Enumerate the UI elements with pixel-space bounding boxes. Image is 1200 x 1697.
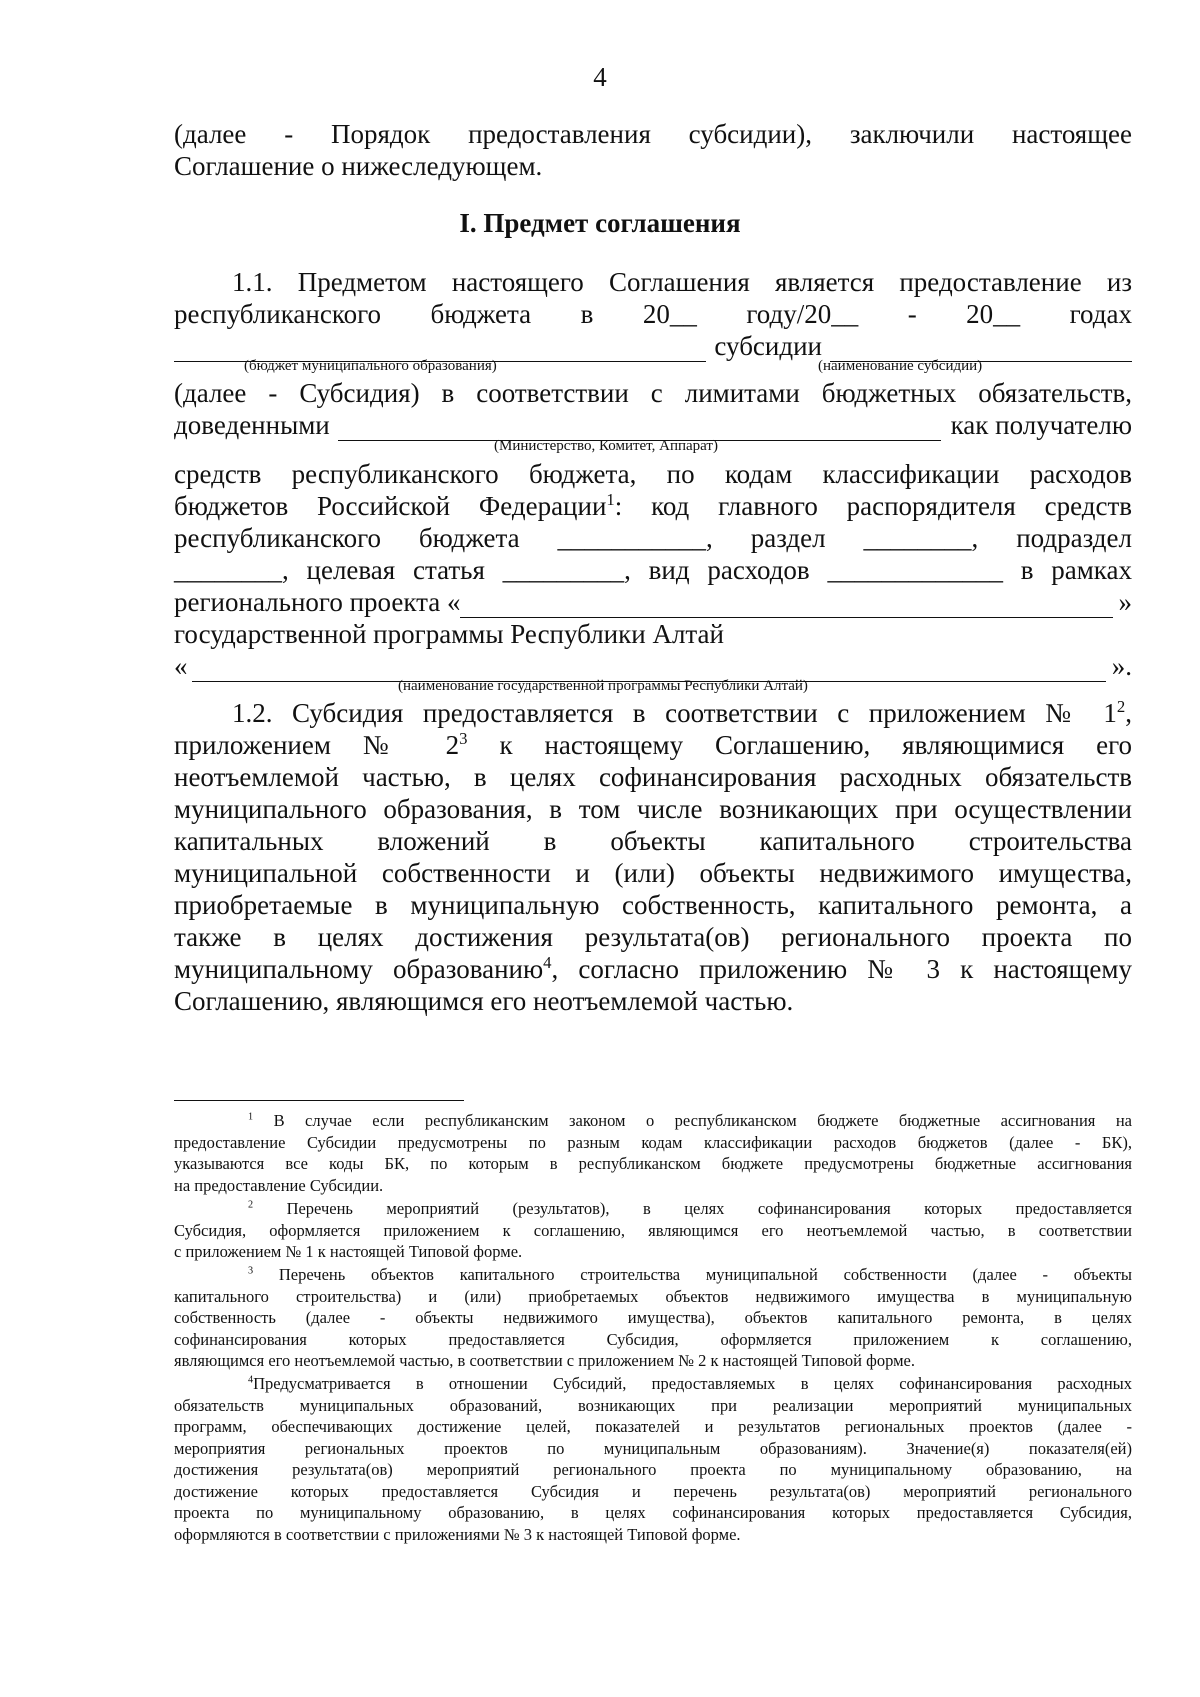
p12-line-10: Соглашению, являющимся его неотъемлемой частью. <box>174 986 794 1016</box>
p12-line-2-b: к настоящему Соглашению, являющимися его <box>467 730 1132 760</box>
footnote-3-line-5: являющимся его неотъемлемой частью, в соответствии с приложением № 2 к настоящей Типовой форме. <box>174 1351 915 1370</box>
footnote-4-line-5: достижения результата(ов) мероприятий регионального проекта по муниципальному образованию, на <box>174 1460 1132 1479</box>
p11-line-7 <box>174 490 1132 522</box>
footnote-ref-3: 3 <box>459 729 468 748</box>
footnote-ref-2: 2 <box>1116 697 1126 716</box>
brought-word: доведенными <box>174 410 330 440</box>
footnote-4-line-7: проекта по муниципальному образованию, в целях софинансирования которых предоставляется Субсидия, <box>174 1503 1132 1522</box>
footnote-ref-1: 1 <box>606 490 615 509</box>
footnote-ref-4: 4 <box>543 953 552 972</box>
footnote-4-line-1: $^4$Предусматривается в отношении Субсидий, предоставляемых в целях софинансирования расходных <box>248 1374 1132 1393</box>
footnote-1-line-2: предоставление Субсидии предусмотрены по разным кодам классификации расходов бюджетов (далее - БК), <box>174 1132 1132 1152</box>
p12-line-8: также в целях достижения результата(ов) регионального проекта по <box>174 922 1132 952</box>
footnote-2-line-3: с приложением № 1 к настоящей Типовой форме. <box>174 1242 523 1261</box>
footnote-4-line-3: программ, обеспечивающих достижение целей, показателей и результатов региональных проектов (далее - <box>174 1417 1132 1436</box>
footnote-4-line-4: мероприятия региональных проектов по муниципальным образованиям). Значение(я) показателя(ей) <box>174 1438 1132 1458</box>
p11-line-1: 1.1. Предметом настоящего Соглашения является предоставление из <box>232 267 1132 297</box>
quote-open: « <box>174 651 188 681</box>
p11-line-2: республиканского бюджета в 20__ году/20__ - 20__ годах <box>174 299 1132 329</box>
p11-line-6: средств республиканского бюджета, по кодам классификации расходов <box>174 459 1132 489</box>
p11-line-7-b: : код главного распорядителя средств <box>614 491 1132 521</box>
footnote-separator <box>174 1100 464 1101</box>
p12-line-2-a: приложением № 2 <box>174 730 460 760</box>
p12-line-9 <box>174 953 1132 985</box>
p12-line-2 <box>174 729 1132 761</box>
footnote-2-line-2: Субсидия, оформляется приложением к соглашению, являющимся его неотъемлемой частью, в соответствии <box>174 1220 1132 1240</box>
page-number: 4 <box>593 62 607 92</box>
p11-line-8: республиканского бюджета ___________, раздел ________, подраздел <box>174 523 1132 553</box>
footnote-mark-1: 1 <box>248 1111 254 1123</box>
footnote-1-line-3: указываются все коды БК, по которым в республиканском бюджете предусмотрены бюджетные ассигнования <box>174 1154 1132 1173</box>
caption-program: (наименование государственной программы Республики Алтай) <box>398 678 808 694</box>
quote-close: » <box>1118 587 1132 617</box>
caption-subsidy-name: (наименование субсидии) <box>818 358 983 374</box>
regional-project-blank <box>460 597 1112 618</box>
p11-line-11: государственной программы Республики Алтай <box>174 619 724 649</box>
footnote-1-line-4: на предоставление Субсидии. <box>174 1175 384 1195</box>
section-title: I. Предмет соглашения <box>459 208 741 238</box>
footnote-mark-3: 3 <box>248 1265 254 1277</box>
footnote-1-line-1: $^1$ В случае если республиканским законом о республиканском бюджете бюджетные ассигнования на <box>248 1111 1133 1130</box>
caption-budget: (бюджет муниципального образования) <box>244 358 497 374</box>
quote-close-dot: ». <box>1111 651 1132 681</box>
p12-line-7: приобретаемые в муниципальную собственность, капитального ремонта, а <box>174 890 1132 920</box>
footnote-mark-2: 2 <box>248 1199 254 1211</box>
footnote-3-line-4: софинансирования которых предоставляется Субсидия, оформляется приложением к соглашению, <box>174 1329 1132 1349</box>
p12-line-6: муниципальной собственности и (или) объекты недвижимого имущества, <box>174 858 1132 888</box>
footnote-4-line-8: оформляются в соответствии с приложениями № 3 к настоящей Типовой форме. <box>174 1524 741 1544</box>
p12-line-1-a: 1.2. Субсидия предоставляется в соответствии с приложением № 1 <box>232 698 1117 728</box>
p12-line-1 <box>232 697 1132 729</box>
p12-line-4: муниципального образования, в том числе возникающих при осуществлении <box>174 794 1132 824</box>
p11-line-9: ________, целевая статья _________, вид расходов _____________ в рамках <box>174 555 1132 585</box>
p12-line-9-b: , согласно приложению № 3 к настоящему <box>551 954 1132 984</box>
p11-line-4: (далее - Субсидия) в соответствии с лимитами бюджетных обязательств, <box>174 378 1132 408</box>
subsidy-word: субсидии <box>714 331 822 361</box>
p12-line-9-a: муниципальному образованию <box>174 954 544 984</box>
footnote-3-line-3: собственность (далее - объекты недвижимого имущества), объектов капитального ремонта, в целях <box>174 1308 1132 1327</box>
footnote-3-line-2: капитального строительства) и (или) приобретаемых объектов недвижимого имущества в муниципальную <box>174 1286 1132 1306</box>
p11-line-10 <box>174 586 1132 618</box>
regional-project-word: регионального проекта « <box>174 587 461 617</box>
footnote-mark-4: 4 <box>248 1374 254 1386</box>
p12-line-3: неотъемлемой частью, в целях софинансирования расходных обязательств <box>174 762 1132 792</box>
caption-ministry: (Министерство, Комитет, Аппарат) <box>494 438 718 454</box>
footnote-4-line-6: достижение которых предоставляется Субсидия и перечень результата(ов) мероприятий регионального <box>174 1481 1132 1501</box>
intro-line-1: (далее - Порядок предоставления субсидии), заключили настоящее <box>174 119 1132 149</box>
footnote-2-line-1: $^2$ Перечень мероприятий (результатов), в целях софинансирования которых предоставляется <box>248 1199 1133 1218</box>
p11-line-7-a: бюджетов Российской Федерации <box>174 491 607 521</box>
p12-line-5: капитальных вложений в объекты капитального строительства <box>174 826 1132 856</box>
as-recipient-word: как получателю <box>950 410 1132 440</box>
footnote-4-line-2: обязательств муниципальных образований, возникающих при реализации мероприятий муниципальных <box>174 1395 1132 1415</box>
p12-line-1-b: , <box>1125 698 1132 728</box>
footnote-3-line-1: $^3$ Перечень объектов капитального строительства муниципальной собственности (далее - объекты <box>248 1265 1132 1284</box>
intro-line-2: Соглашение о нижеследующем. <box>174 151 543 181</box>
